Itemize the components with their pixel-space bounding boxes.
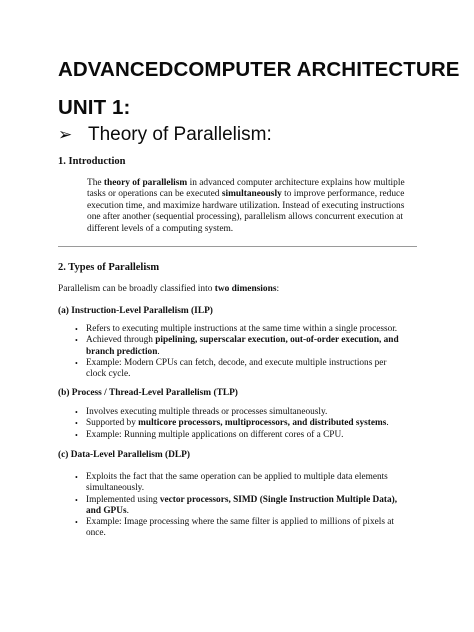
list-item: • Involves executing multiple threads or processes simultaneously. — [75, 407, 328, 417]
subtitle-text: Theory of Parallelism: — [88, 124, 272, 145]
intro-text: in advanced computer architecture explains how multiple — [187, 178, 405, 188]
bullet-icon: • — [75, 473, 78, 482]
intro-text: to improve performance, reduce — [281, 189, 405, 200]
list-item: • Achieved through pipelining, superscalar execution, out-of-order execution, and branch prediction. — [75, 335, 399, 357]
document-title-line2: UNIT 1: — [58, 96, 131, 119]
list-item: • Exploits the fact that the same operation can be applied to multiple data elements simultaneously. — [75, 472, 388, 494]
dlp-heading: (c) Data-Level Parallelism (DLP) — [58, 450, 190, 460]
bullet-icon: • — [75, 430, 78, 440]
intro-text: one after another (sequential processing), parallelism allows concurrent execution at — [87, 212, 404, 223]
tlp-bullet-list — [62, 407, 422, 441]
list-item: • Supported by multicore processors, multiprocessors, and distributed systems. — [75, 418, 389, 429]
intro-bold-term: simultaneously — [221, 189, 282, 200]
introduction-paragraph — [87, 178, 417, 235]
intro-bold-term: theory of parallelism — [103, 178, 188, 188]
intro-text: The — [87, 178, 104, 188]
types-intro-bold: two dimensions — [214, 284, 277, 294]
types-heading: 2. Types of Parallelism — [58, 262, 160, 273]
bullet-icon: • — [75, 495, 78, 505]
arrow-bullet-icon: ➢ — [58, 125, 73, 144]
bullet-icon: • — [75, 518, 78, 528]
document-title-line1: ADVANCEDCOMPUTER ARCHITECTURE — [58, 58, 460, 81]
tlp-heading: (b) Process / Thread-Level Parallelism (TLP) — [58, 388, 238, 398]
types-intro-text: Parallelism can be broadly classified into — [58, 284, 215, 294]
list-item: • Refers to executing multiple instructions at the same time within a single processor. — [75, 324, 398, 334]
intro-text: execution time, and maximize hardware utilization. Instead of executing instructions — [87, 200, 405, 211]
section-divider — [58, 246, 417, 247]
intro-text: different levels of a computing system. — [87, 223, 234, 234]
bullet-icon: • — [75, 336, 78, 346]
ilp-bullet-list — [62, 324, 422, 380]
list-item: • Example: Running multiple applications on different cores of a CPU. — [75, 429, 344, 440]
list-item: • Example: Image processing where the same filter is applied to millions of pixels at once. — [75, 517, 395, 539]
ilp-heading: (a) Instruction-Level Parallelism (ILP) — [58, 306, 213, 316]
intro-text: tasks or operations can be executed — [87, 189, 222, 200]
bullet-icon: • — [75, 408, 78, 417]
list-item: • Example: Modern CPUs can fetch, decode, and execute multiple instructions per clock cycle. — [75, 357, 387, 380]
types-intro-paragraph — [58, 284, 418, 295]
bullet-icon: • — [75, 419, 78, 429]
bullet-icon: • — [75, 358, 78, 368]
bullet-icon: • — [75, 325, 78, 334]
section-subtitle — [58, 124, 272, 146]
types-intro-text: : — [276, 284, 280, 294]
introduction-heading: 1. Introduction — [58, 156, 126, 167]
list-item: • Implemented using vector processors, SIMD (Single Instruction Multiple Data), and GPUs. — [75, 494, 398, 516]
dlp-bullet-list — [62, 472, 422, 540]
